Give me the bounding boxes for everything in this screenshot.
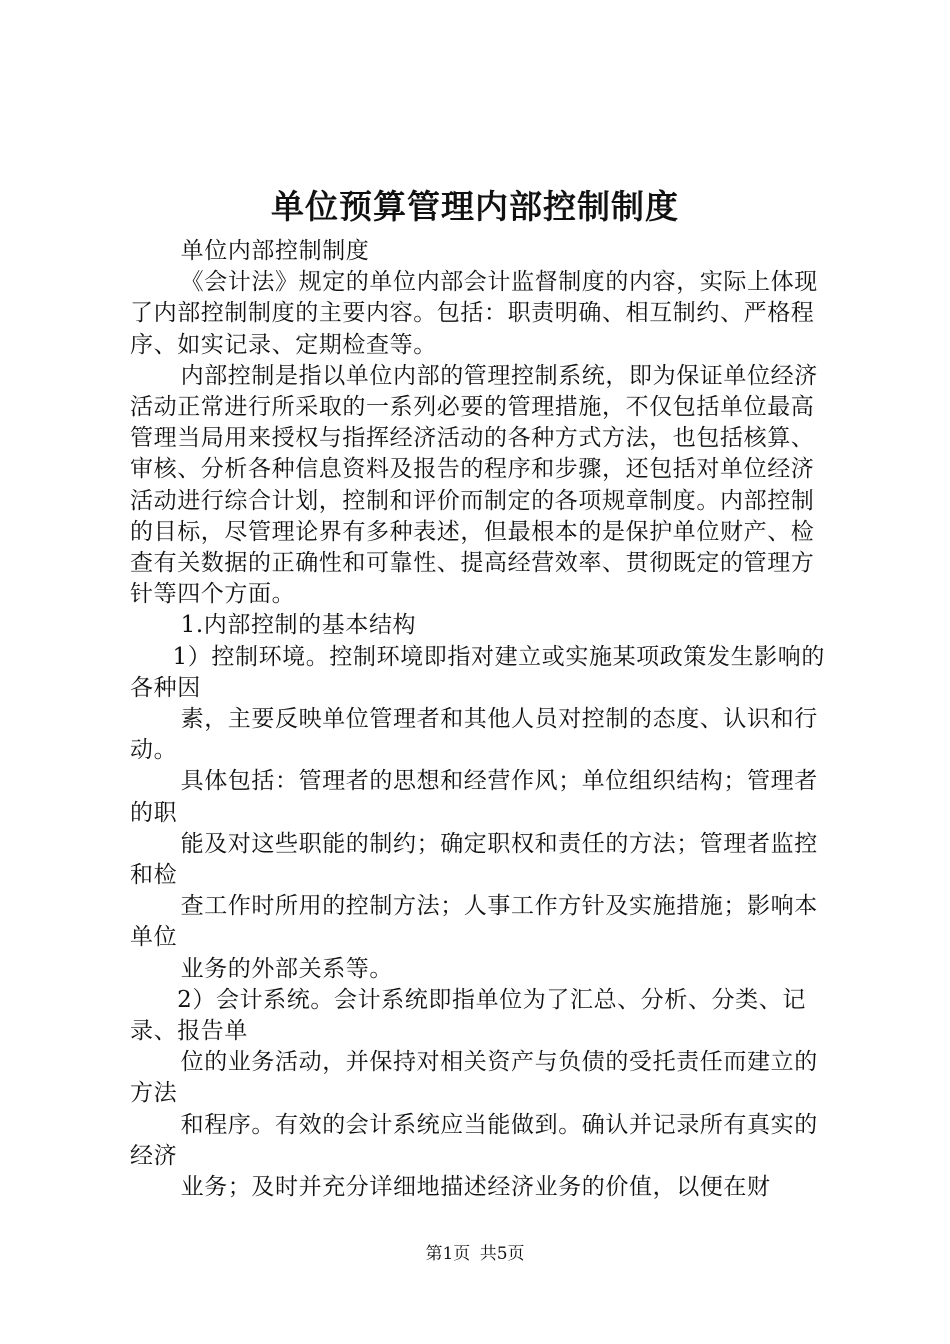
- paragraph-specifics-cont-1: 能及对这些职能的制约；确定职权和责任的方法；管理者监控和检: [130, 830, 818, 889]
- document-title: 单位预算管理内部控制制度: [271, 187, 679, 226]
- paragraph-subtitle: 单位内部控制制度: [180, 238, 370, 264]
- page-footer: 第1页 共5页: [425, 1244, 525, 1264]
- paragraph-control-environment: 1）控制环境。控制环境即指对建立或实施某项政策发生影响的各种因: [130, 643, 825, 701]
- paragraph-accounting-system-cont-1: 位的业务活动，并保持对相关资产与负债的受托责任而建立的方法: [130, 1049, 818, 1107]
- paragraph-accounting-system: 2）会计系统。会计系统即指单位为了汇总、分析、分类、记录、报告单: [130, 986, 806, 1045]
- paragraph-specifics: 具体包括：管理者的思想和经营作风；单位组织结构；管理者的职: [130, 768, 818, 826]
- paragraph-control-environment-cont: 素，主要反映单位管理者和其他人员对控制的态度、认识和行动。: [130, 706, 818, 764]
- paragraph-accounting-system-cont-3: 业务；及时并充分详细地描述经济业务的价值，以便在财: [180, 1174, 771, 1201]
- paragraph-internal-control-definition: 内部控制是指以单位内部的管理控制系统，即为保证单位经济活动正常进行所采取的一系列必要的管理措施，不仅包括单位最高管理当局用来授权与指挥经济活动的各种方式方法，也包括核算、审核、分析各种信息资料及报告的程序和步骤，还包括对单位经济活动进行综合计划，控制和评价而制定的各项规章制度。内部控制的目标，尽管理论界有多种表述，但最根本的是保护单位财产、检查有关数据的正确性和可靠性、提高经营效率、贯彻既定的管理方针等四个方面。: [130, 362, 818, 608]
- paragraph-specifics-cont-3: 业务的外部关系等。: [180, 955, 393, 982]
- paragraph-specifics-cont-2: 查工作时所用的控制方法；人事工作方针及实施措施；影响本单位: [130, 893, 818, 951]
- document-body: [130, 236, 836, 1203]
- paragraph-accounting-law: 《会计法》规定的单位内部会计监督制度的内容，实际上体现了内部控制制度的主要内容。包括：职责明确、相互制约、严格程序、如实记录、定期检查等。: [130, 269, 818, 358]
- section-heading-basic-structure: 1.内部控制的基本结构: [180, 612, 417, 639]
- paragraph-accounting-system-cont-2: 和程序。有效的会计系统应当能做到。确认并记录所有真实的经济: [130, 1111, 818, 1169]
